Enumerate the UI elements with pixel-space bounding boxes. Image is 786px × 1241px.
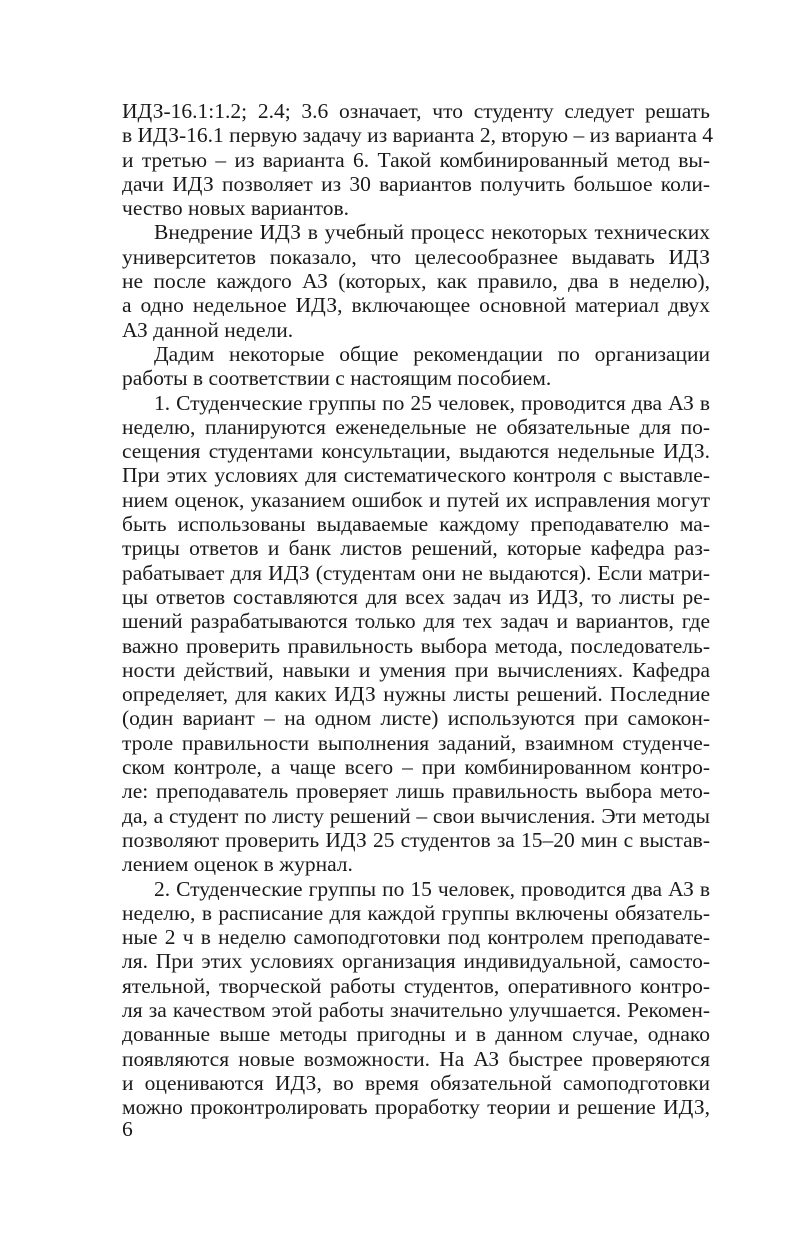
text-line: 1. Студенческие группы по 25 человек, проводится два АЗ в [154, 390, 710, 415]
text-line: дачи ИДЗ позволяет из 30 вариантов получить большое коли- [122, 171, 710, 196]
text-line: позволяют проверить ИДЗ 25 студентов за 15–20 мин с выстав- [122, 827, 710, 852]
text-line: ИДЗ-16.1:1.2; 2.4; 3.6 означает, что студенту следует решать [122, 99, 710, 123]
text-line: шений разрабатываются только для тех задач и вариантов, где [122, 609, 710, 634]
text-line: ные 2 ч в неделю самоподготовки под контролем преподавате- [122, 925, 710, 950]
paragraph-general-recommendations [122, 342, 710, 391]
paragraph-recommendation-2 [122, 877, 710, 1120]
text-line: трицы ответов и банк листов решений, которые кафедра раз- [122, 536, 710, 561]
text-line: да, а студент по листу решений – свои вычисления. Эти методы [122, 803, 710, 828]
text-line: неделю, в расписание для каждой группы включены обязатель- [122, 900, 710, 925]
text-line: рабатывает для ИДЗ (студентам они не выдаются). Если матри- [122, 560, 710, 585]
text-line: появляются новые возможности. На АЗ быстрее проверяются [122, 1046, 710, 1071]
text-line: быть использованы выдаваемые каждому преподавателю ма- [122, 512, 710, 537]
text-line: ле: преподаватель проверяет лишь правильность выбора мето- [122, 779, 710, 804]
text-line: в ИДЗ-16.1 первую задачу из варианта 2, вторую – из варианта 4 [122, 123, 714, 148]
paragraph-recommendation-1 [122, 391, 710, 877]
paragraph-idz-introduction [122, 220, 710, 341]
text-line: АЗ данной недели. [122, 317, 294, 342]
text-line: ля. При этих условиях организация индивидуальной, самосто- [122, 949, 710, 974]
text-line: и третью – из варианта 6. Такой комбинированный метод вы- [122, 147, 710, 172]
text-line: не после каждого АЗ (которых, как правило, два в неделю), [122, 269, 710, 294]
page-number: 6 [122, 1117, 133, 1141]
text-line: ля за качеством этой работы значительно улучшается. Рекомен- [122, 997, 710, 1022]
text-line: а одно недельное ИДЗ, включающее основной материал двух [122, 293, 710, 318]
text-line: чество новых вариантов. [122, 196, 350, 221]
text-line: цы ответов составляются для всех задач из ИДЗ, то листы ре- [122, 584, 710, 609]
text-line: и оцениваются ИДЗ, во время обязательной самоподготовки [122, 1070, 710, 1095]
text-line: важно проверить правильность выбора метода, последователь- [122, 633, 710, 658]
text-line: троле правильности выполнения заданий, взаимном студенче- [122, 730, 710, 755]
text-line: работы в соответствии с настоящим пособием. [122, 366, 552, 391]
text-line: можно проконтролировать проработку теории и решение ИДЗ, [122, 1095, 710, 1120]
text-line: сещения студентами консультации, выдаются недельные ИДЗ. [122, 439, 710, 464]
text-line: 2. Студенческие группы по 15 человек, проводится два АЗ в [154, 876, 710, 901]
text-line: неделю, планируются еженедельные не обязательные для по- [122, 414, 710, 439]
text-line: определяет, для каких ИДЗ нужны листы решений. Последние [122, 682, 710, 707]
text-line: ском контроле, а чаще всего – при комбинированном контро- [122, 755, 710, 780]
text-line: ности действий, навыки и умения при вычислениях. Кафедра [122, 657, 710, 682]
text-line: Дадим некоторые общие рекомендации по организации [154, 341, 710, 366]
text-line: лением оценок в журнал. [122, 852, 353, 877]
text-line: При этих условиях для систематического контроля с выставле- [122, 463, 710, 488]
text-line: ятельной, творческой работы студентов, оперативного контро- [122, 973, 710, 998]
text-line: Внедрение ИДЗ в учебный процесс некоторых технических [154, 220, 710, 245]
text-line: университетов показало, что целесообразнее выдавать ИДЗ [122, 244, 710, 269]
text-line: дованные выше методы пригодны и в данном случае, однако [122, 1022, 710, 1047]
page-body [122, 99, 714, 1120]
text-line: нием оценок, указанием ошибок и путей их исправления могут [122, 487, 710, 512]
text-line: (один вариант – на одном листе) используются при самокон- [122, 706, 710, 731]
paragraph-intro-continuation [122, 99, 714, 221]
